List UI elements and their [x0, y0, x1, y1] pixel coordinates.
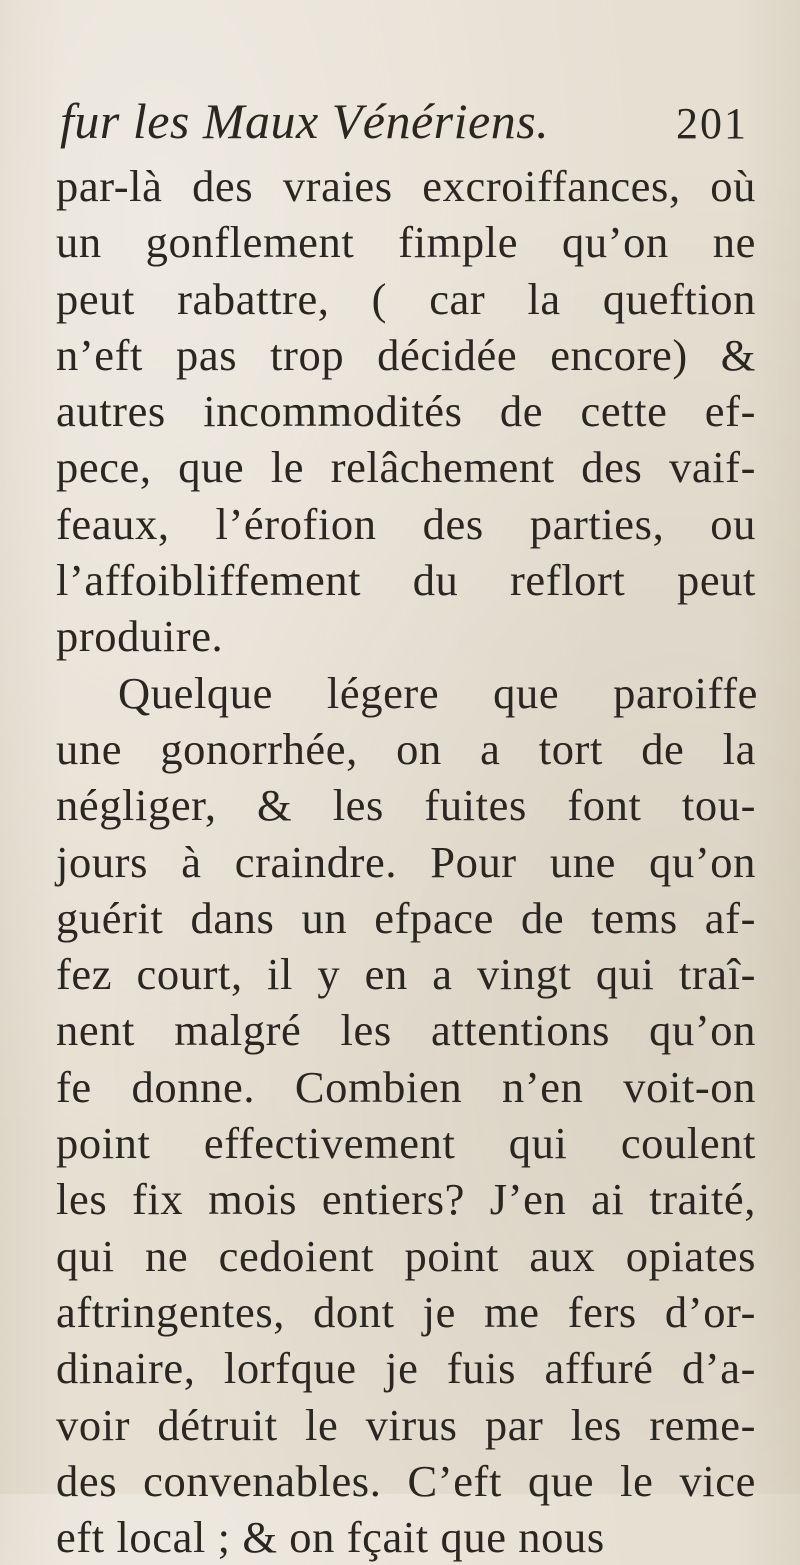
body-text: [56, 158, 756, 1565]
text-line: Quelque légere que paroiffe: [118, 667, 758, 718]
text-line: fe donne. Combien n’en voit-on: [56, 1061, 756, 1112]
text-line: peut rabattre, ( car la queftion: [56, 273, 756, 324]
text-line: aftringentes, dont je me fers d’or-: [56, 1286, 756, 1337]
text-line: des convenables. C’eft que le vice: [56, 1455, 756, 1506]
text-line: guérit dans un efpace de tems af-: [56, 892, 756, 943]
text-line: point effectivement qui coulent: [56, 1118, 756, 1169]
text-line: n’eft pas trop décidée encore) &: [56, 329, 756, 380]
text-line: eft local ; & on fçait que nous: [56, 1512, 605, 1563]
text-line: voir détruit le virus par les reme-: [56, 1399, 756, 1450]
text-line: feaux, l’érofion des parties, ou: [56, 498, 756, 549]
text-line: fez court, il y en a vingt qui traî-: [56, 949, 756, 1000]
text-line: dinaire, lorfque je fuis affuré d’a-: [56, 1343, 756, 1394]
text-line: qui ne cedoient point aux opiates: [56, 1230, 756, 1281]
text-line: nent malgré les attentions qu’on: [56, 1005, 756, 1056]
text-line: pece, que le relâchement des vaif-: [56, 442, 756, 493]
page-number: 201: [676, 99, 748, 148]
text-line: autres incommodités de cette ef-: [56, 386, 756, 437]
running-title: fur les Maux Vénériens.: [60, 93, 550, 149]
text-line: les fix mois entiers? J’en ai traité,: [56, 1174, 756, 1225]
text-line: jours à craindre. Pour une qu’on: [56, 836, 756, 887]
text-line: négliger, & les fuites font tou-: [56, 780, 756, 831]
text-line: un gonflement fimple qu’on ne: [56, 217, 756, 268]
text-line: une gonorrhée, on a tort de la: [56, 723, 756, 774]
running-head: [60, 92, 760, 152]
text-line: l’affoibliffement du reflort peut: [56, 555, 756, 606]
text-line: par-là des vraies excroiffances, où: [56, 161, 756, 211]
text-line: produire.: [56, 611, 224, 662]
